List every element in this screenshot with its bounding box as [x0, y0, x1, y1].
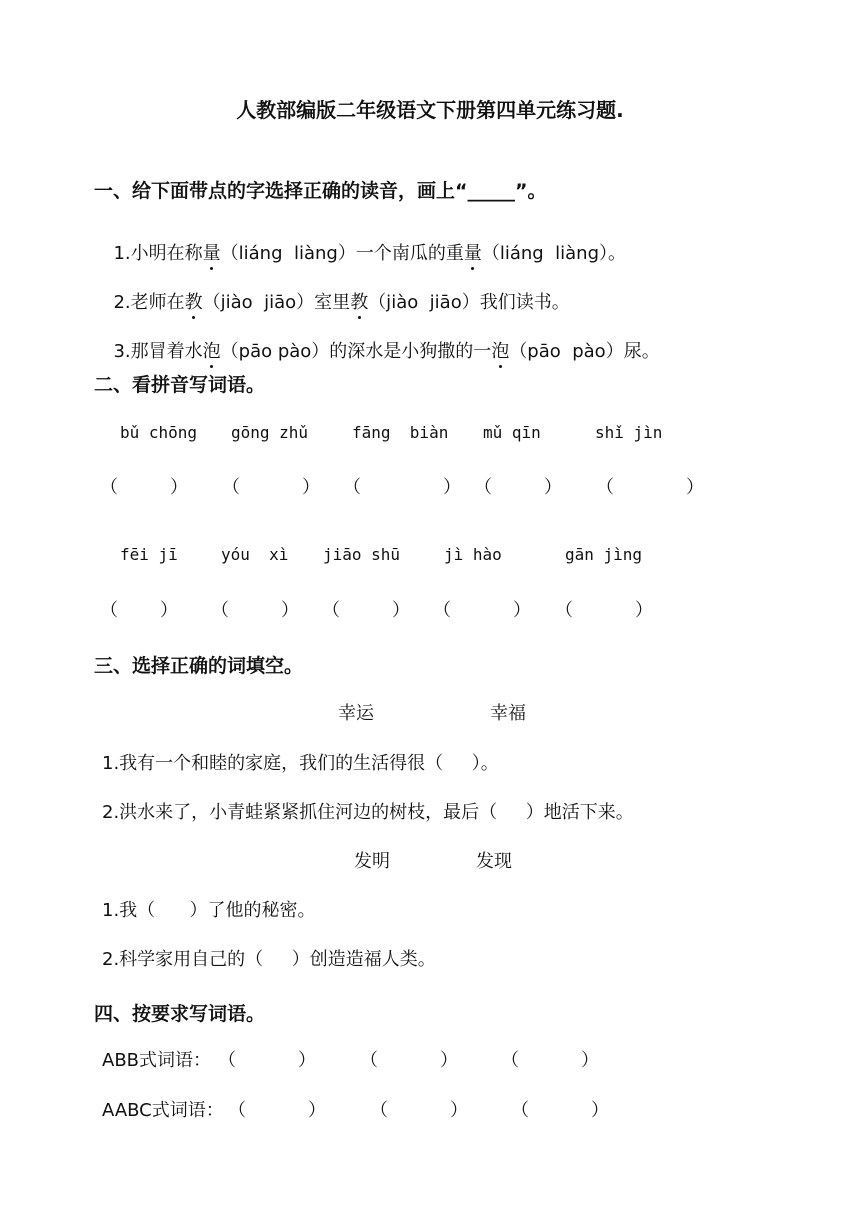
answer-paren-close: ） — [440, 1050, 458, 1071]
answer-paren-close: ） — [581, 1050, 599, 1071]
s1-q3-text-a: 3.那冒着水 — [113, 341, 203, 362]
answer-paren-close: ） — [308, 1100, 326, 1121]
s1-question-1 — [102, 218, 626, 265]
s1-q1-text-c: （liáng liàng）。 — [481, 243, 627, 264]
answer-paren-close: ） — [591, 1100, 609, 1121]
answer-paren-close: ） — [450, 1100, 468, 1121]
s1-q1-text-b: （liáng liàng）一个南瓜的重 — [220, 243, 464, 264]
page-title: 人教部编版二年级语文下册第四单元练习题. — [236, 98, 624, 122]
abb-label: ABB式词语： — [102, 1050, 212, 1071]
answer-paren-open: （ — [322, 600, 340, 621]
answer-paren-open: （ — [100, 600, 118, 621]
pinyin-7: yóu xì — [221, 545, 289, 564]
answer-paren-close: ） — [302, 477, 320, 498]
s1-q3-text-b: （pāo pào）的深水是小狗撒的一 — [220, 341, 492, 362]
s1-q3-dotted-char-2: 泡 — [491, 337, 509, 363]
pinyin-6: fēi jī — [120, 545, 178, 564]
answer-paren-open: （ — [596, 477, 614, 498]
answer-paren-close: ） — [443, 477, 461, 498]
answer-paren-close: ） — [392, 600, 410, 621]
pinyin-2: gōng zhǔ — [231, 423, 309, 442]
answer-paren-close: ） — [544, 477, 562, 498]
answer-paren-open: （ — [474, 477, 492, 498]
pinyin-1: bǔ chōng — [120, 423, 198, 442]
s1-q2-dotted-char-1: 教 — [185, 288, 203, 314]
answer-paren-open: （ — [433, 600, 451, 621]
answer-paren-open: （ — [228, 1100, 246, 1121]
answer-paren-close: ） — [513, 600, 531, 621]
answer-paren-close: ） — [686, 477, 704, 498]
word-choice-2: 幸福 — [490, 703, 526, 724]
s1-q2-text-b: （jiào jiāo）室里 — [202, 292, 351, 313]
s3-pair2-question-1: 1.我（ ）了他的秘密。 — [102, 900, 316, 921]
s1-q3-dotted-char-1: 泡 — [203, 337, 221, 363]
section-4-heading: 四、按要求写词语。 — [94, 1003, 266, 1025]
word-choice-3: 发明 — [354, 851, 390, 872]
s1-q2-text-c: （jiào jiāo）我们读书。 — [368, 292, 570, 313]
answer-paren-open: （ — [211, 600, 229, 621]
answer-paren-open: （ — [343, 477, 361, 498]
s1-q1-dotted-char-1: 量 — [203, 239, 221, 265]
s1-q3-text-c: （pāo pào）尿。 — [509, 341, 660, 362]
word-choice-4: 发现 — [476, 851, 512, 872]
pinyin-10: gān jìng — [565, 545, 643, 564]
s1-q1-text-a: 1.小明在称 — [113, 243, 203, 264]
s3-pair1-question-1: 1.我有一个和睦的家庭，我们的生活得很（ ）。 — [102, 753, 499, 774]
answer-paren-open: （ — [501, 1050, 519, 1071]
s1-q1-dotted-char-2: 量 — [464, 239, 482, 265]
answer-paren-close: ） — [281, 600, 299, 621]
answer-paren-open: （ — [100, 477, 118, 498]
pinyin-8: jiāo shū — [323, 545, 401, 564]
pinyin-3: fāng biàn — [352, 423, 449, 442]
pinyin-4: mǔ qīn — [483, 423, 541, 442]
answer-paren-open: （ — [511, 1100, 529, 1121]
answer-paren-open: （ — [360, 1050, 378, 1071]
s3-pair1-question-2: 2.洪水来了，小青蛙紧紧抓住河边的树枝，最后（ ）地活下来。 — [102, 802, 634, 823]
aabc-label: AABC式词语： — [102, 1100, 224, 1121]
answer-paren-open: （ — [222, 477, 240, 498]
answer-paren-close: ） — [170, 477, 188, 498]
pinyin-9: jì hào — [444, 545, 502, 564]
s1-q2-dotted-char-2: 教 — [350, 288, 368, 314]
section-3-heading: 三、选择正确的词填空。 — [94, 655, 304, 677]
pinyin-5: shǐ jìn — [595, 423, 663, 442]
s1-question-2 — [102, 267, 570, 314]
answer-paren-open: （ — [555, 600, 573, 621]
word-choice-1: 幸运 — [338, 703, 374, 724]
answer-paren-open: （ — [218, 1050, 236, 1071]
answer-paren-close: ） — [160, 600, 178, 621]
section-1-heading: 一、给下面带点的字选择正确的读音，画上“_____”。 — [94, 180, 547, 202]
answer-paren-close: ） — [298, 1050, 316, 1071]
section-2-heading: 二、看拼音写词语。 — [94, 374, 266, 396]
s1-q2-text-a: 2.老师在 — [113, 292, 185, 313]
answer-paren-open: （ — [370, 1100, 388, 1121]
s1-question-3 — [102, 316, 660, 363]
answer-paren-close: ） — [635, 600, 653, 621]
s3-pair2-question-2: 2.科学家用自己的（ ）创造造福人类。 — [102, 949, 436, 970]
